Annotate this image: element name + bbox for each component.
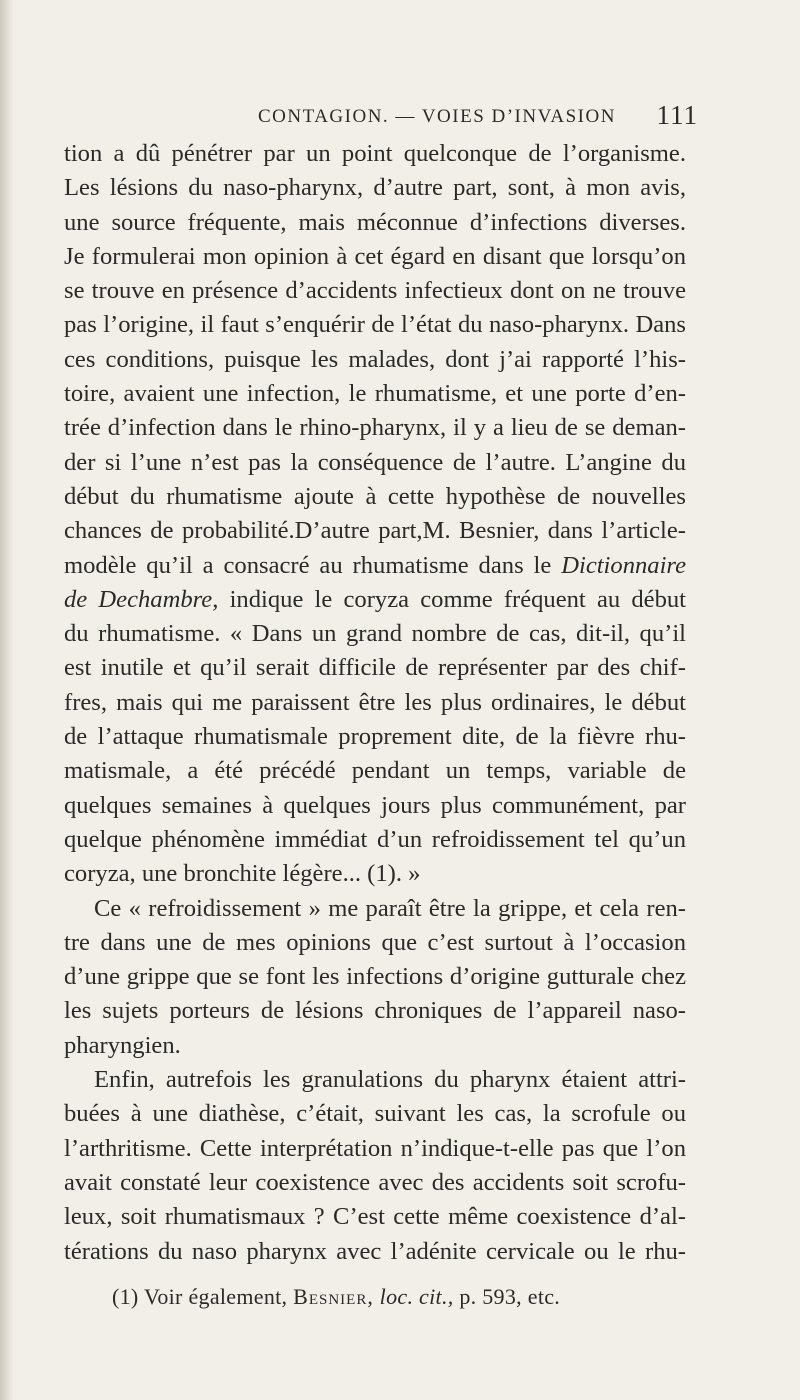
italic-title: Dictionnaire xyxy=(561,551,686,579)
text-line: coryza, une bronchite légère... (1). » xyxy=(64,860,421,888)
text-segment: indique le coryza comme fréquent au début xyxy=(229,585,687,613)
text-segment: modèle qu’il a consacré au rhumatisme dans le xyxy=(64,551,552,579)
text-line: d’une grippe que se font les infections d’origine gutturale chez xyxy=(64,963,686,991)
page-number: 111 xyxy=(656,100,698,130)
footnote-citation: loc. cit., xyxy=(379,1284,454,1309)
text-line: se trouve en présence d’accidents infectieux dont on ne trouve xyxy=(64,277,686,305)
running-title: CONTAGION. — VOIES D’INVASION xyxy=(258,106,616,127)
text-line: tre dans une de mes opinions que c’est surtout à l’occasion xyxy=(64,928,686,956)
text-line: quelque phénomène immédiat d’un refroidissement tel qu’un xyxy=(64,825,686,853)
text-line: de l’attaque rhumatismale proprement dite, de la fièvre rhu- xyxy=(64,723,686,751)
text-line: fres, mais qui me paraissent être les plus ordinaires, le début xyxy=(64,688,686,716)
footnote-text-end: p. 593, etc. xyxy=(459,1284,561,1309)
italic-title: de Dechambre, xyxy=(64,585,219,613)
text-line: Enfin, autrefois les granulations du pharynx étaient attri- xyxy=(94,1066,686,1094)
text-line: buées à une diathèse, c’était, suivant les cas, la scrofule ou xyxy=(64,1100,686,1128)
text-line: une source fréquente, mais méconnue d’infections diverses. xyxy=(64,208,686,236)
text-line: leux, soit rhumatismaux ? C’est cette même coexistence d’al- xyxy=(64,1203,686,1231)
text-line xyxy=(64,549,686,583)
text-line: pas l’origine, il faut s’enquérir de l’état du naso-pharynx. Dans xyxy=(64,311,686,339)
footnote xyxy=(112,1284,560,1310)
text-line: matismale, a été précédé pendant un temps, variable de xyxy=(64,757,686,785)
text-line xyxy=(64,583,686,617)
page-header xyxy=(258,100,698,136)
text-line: quelques semaines à quelques jours plus communément, par xyxy=(64,791,686,819)
text-line: toire, avaient une infection, le rhumatisme, et une porte d’en- xyxy=(64,380,686,408)
text-line: est inutile et qu’il serait difficile de représenter par des chif- xyxy=(64,654,686,682)
text-line: tion a dû pénétrer par un point quelconque de l’organisme. xyxy=(64,140,686,167)
text-line: Ce « refroidissement » me paraît être la grippe, et cela ren- xyxy=(94,894,686,922)
text-line: l’arthritisme. Cette interprétation n’indique-t-elle pas que l’on xyxy=(64,1134,686,1162)
text-line: chances de probabilité.D’autre part,M. Besnier, dans l’article- xyxy=(64,517,686,545)
text-line: pharyngien. xyxy=(64,1031,181,1059)
page-edge-shadow xyxy=(0,0,14,1400)
footnote-text: Voir également, xyxy=(143,1284,288,1309)
text-line: du rhumatisme. « Dans un grand nombre de cas, dit-il, qu’il xyxy=(64,620,686,648)
text-line: les sujets porteurs de lésions chroniques de l’appareil naso- xyxy=(64,997,686,1025)
text-line: térations du naso pharynx avec l’adénite cervicale ou le rhu- xyxy=(64,1237,686,1265)
body-text xyxy=(64,137,686,1269)
text-line: début du rhumatisme ajoute à cette hypothèse de nouvelles xyxy=(64,482,686,510)
text-line: trée d’infection dans le rhino-pharynx, il y a lieu de se deman- xyxy=(64,414,686,442)
text-line: der si l’une n’est pas la conséquence de l’autre. L’angine du xyxy=(64,448,686,476)
text-line: ces conditions, puisque les malades, dont j’ai rapporté l’his- xyxy=(64,345,686,373)
text-line: avait constaté leur coexistence avec des accidents soit scrofu- xyxy=(64,1168,686,1196)
text-line: Les lésions du naso-pharynx, d’autre part, sont, à mon avis, xyxy=(64,174,686,202)
text-line: Je formulerai mon opinion à cet égard en disant que lorsqu’on xyxy=(64,242,686,270)
footnote-marker: (1) xyxy=(112,1284,139,1309)
footnote-author: Besnier, xyxy=(293,1284,374,1309)
